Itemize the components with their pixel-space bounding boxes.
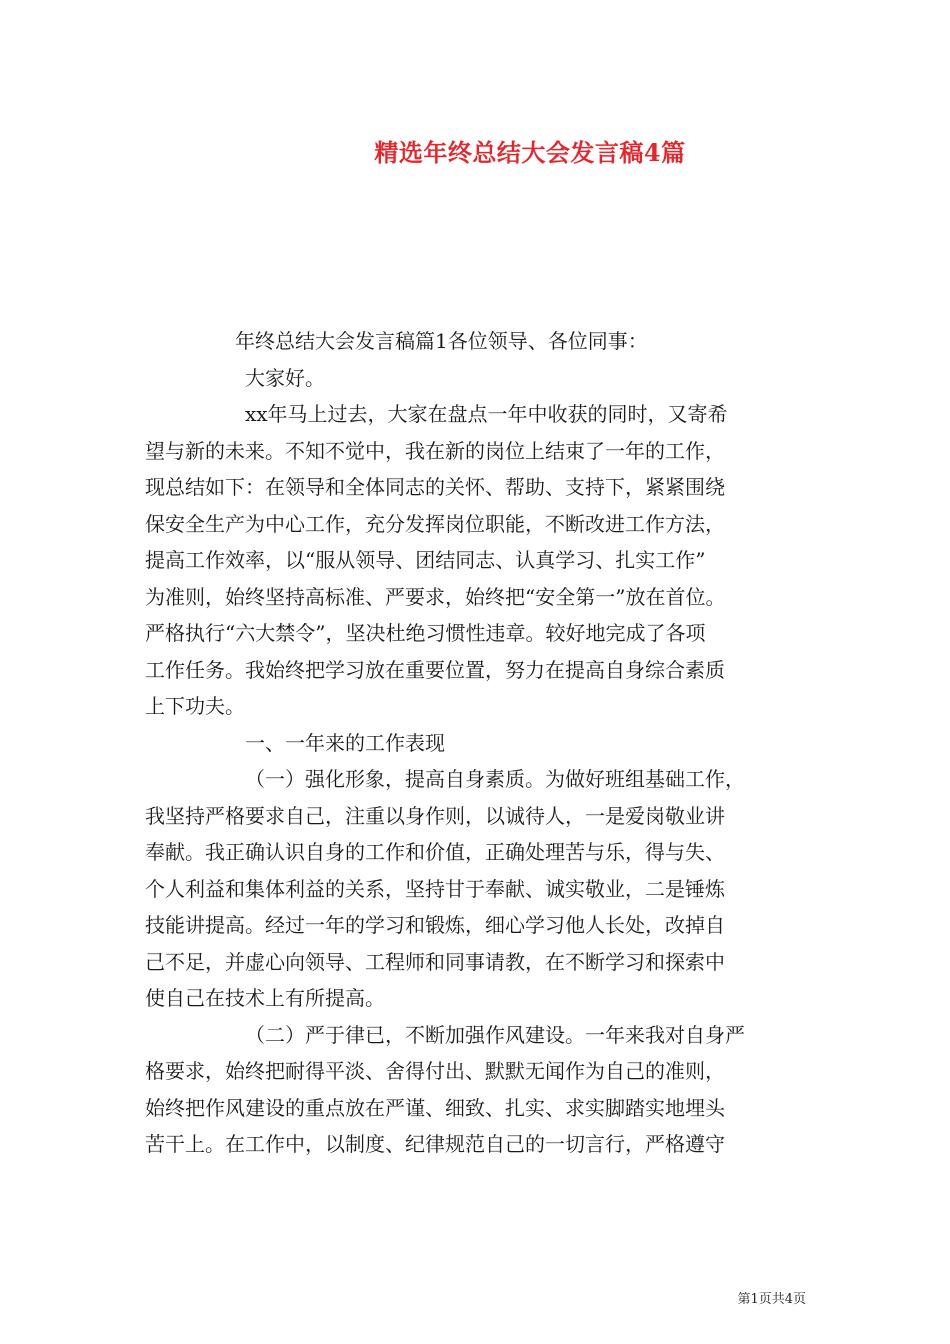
body-line: 大家好。 <box>245 365 325 390</box>
document-title: 精选年终总结大会发言稿4篇 <box>374 138 686 167</box>
body-line: 严格执行“六大禁令”，坚决杜绝习惯性违章。较好地完成了各项 <box>145 621 706 645</box>
body-line: 格要求，始终把耐得平淡、舍得付出、默默无闻作为自己的准则， <box>145 1059 725 1083</box>
document-body <box>145 323 820 1163</box>
body-line: （一）强化形象，提高自身素质。为做好班组基础工作， <box>245 767 745 791</box>
body-line: 一、一年来的工作表现 <box>245 730 445 755</box>
body-line: 提高工作效率，以“服从领导、团结同志、认真学习、扎实工作” <box>145 548 706 572</box>
page-footer: 第1页共4页 <box>737 1292 806 1307</box>
body-line: 望与新的未来。不知不觉中，我在新的岗位上结束了一年的工作， <box>145 438 725 463</box>
body-line: 使自己在技术上有所提高。 <box>145 986 385 1010</box>
body-line: 保安全生产为中心工作，充分发挥岗位职能，不断改进工作方法， <box>145 511 725 536</box>
body-line: 苦干上。在工作中，以制度、纪律规范自己的一切言行，严格遵守 <box>145 1132 725 1156</box>
body-line: 个人利益和集体利益的关系，坚持甘于奉献、诚实敬业，二是锤炼 <box>145 876 725 901</box>
body-line: （二）严于律已，不断加强作风建设。一年来我对自身严 <box>245 1022 745 1047</box>
body-line: 为准则，始终坚持高标准、严要求，始终把“安全第一”放在首位。 <box>145 584 726 609</box>
body-line: 现总结如下：在领导和全体同志的关怀、帮助、支持下，紧紧围绕 <box>145 475 725 499</box>
body-line: 始终把作风建设的重点放在严谨、细致、扎实、求实脚踏实地埋头 <box>145 1095 725 1120</box>
body-line: 工作任务。我始终把学习放在重要位置，努力在提高自身综合素质 <box>145 657 725 682</box>
body-line: 己不足，并虚心向领导、工程师和同事请教，在不断学习和探索中 <box>145 949 725 974</box>
body-line: 年终总结大会发言稿篇1各位领导、各位同事： <box>235 329 648 353</box>
body-line: 奉献。我正确认识自身的工作和价值，正确处理苦与乐，得与失、 <box>145 840 725 864</box>
body-line: 技能讲提高。经过一年的学习和锻炼，细心学习他人长处，改掉自 <box>145 913 725 937</box>
body-line: xx年马上过去，大家在盘点一年中收获的同时，又寄希 <box>245 402 728 426</box>
body-line: 上下功夫。 <box>145 694 245 718</box>
body-line: 我坚持严格要求自己，注重以身作则，以诚待人，一是爱岗敬业讲 <box>145 803 725 828</box>
